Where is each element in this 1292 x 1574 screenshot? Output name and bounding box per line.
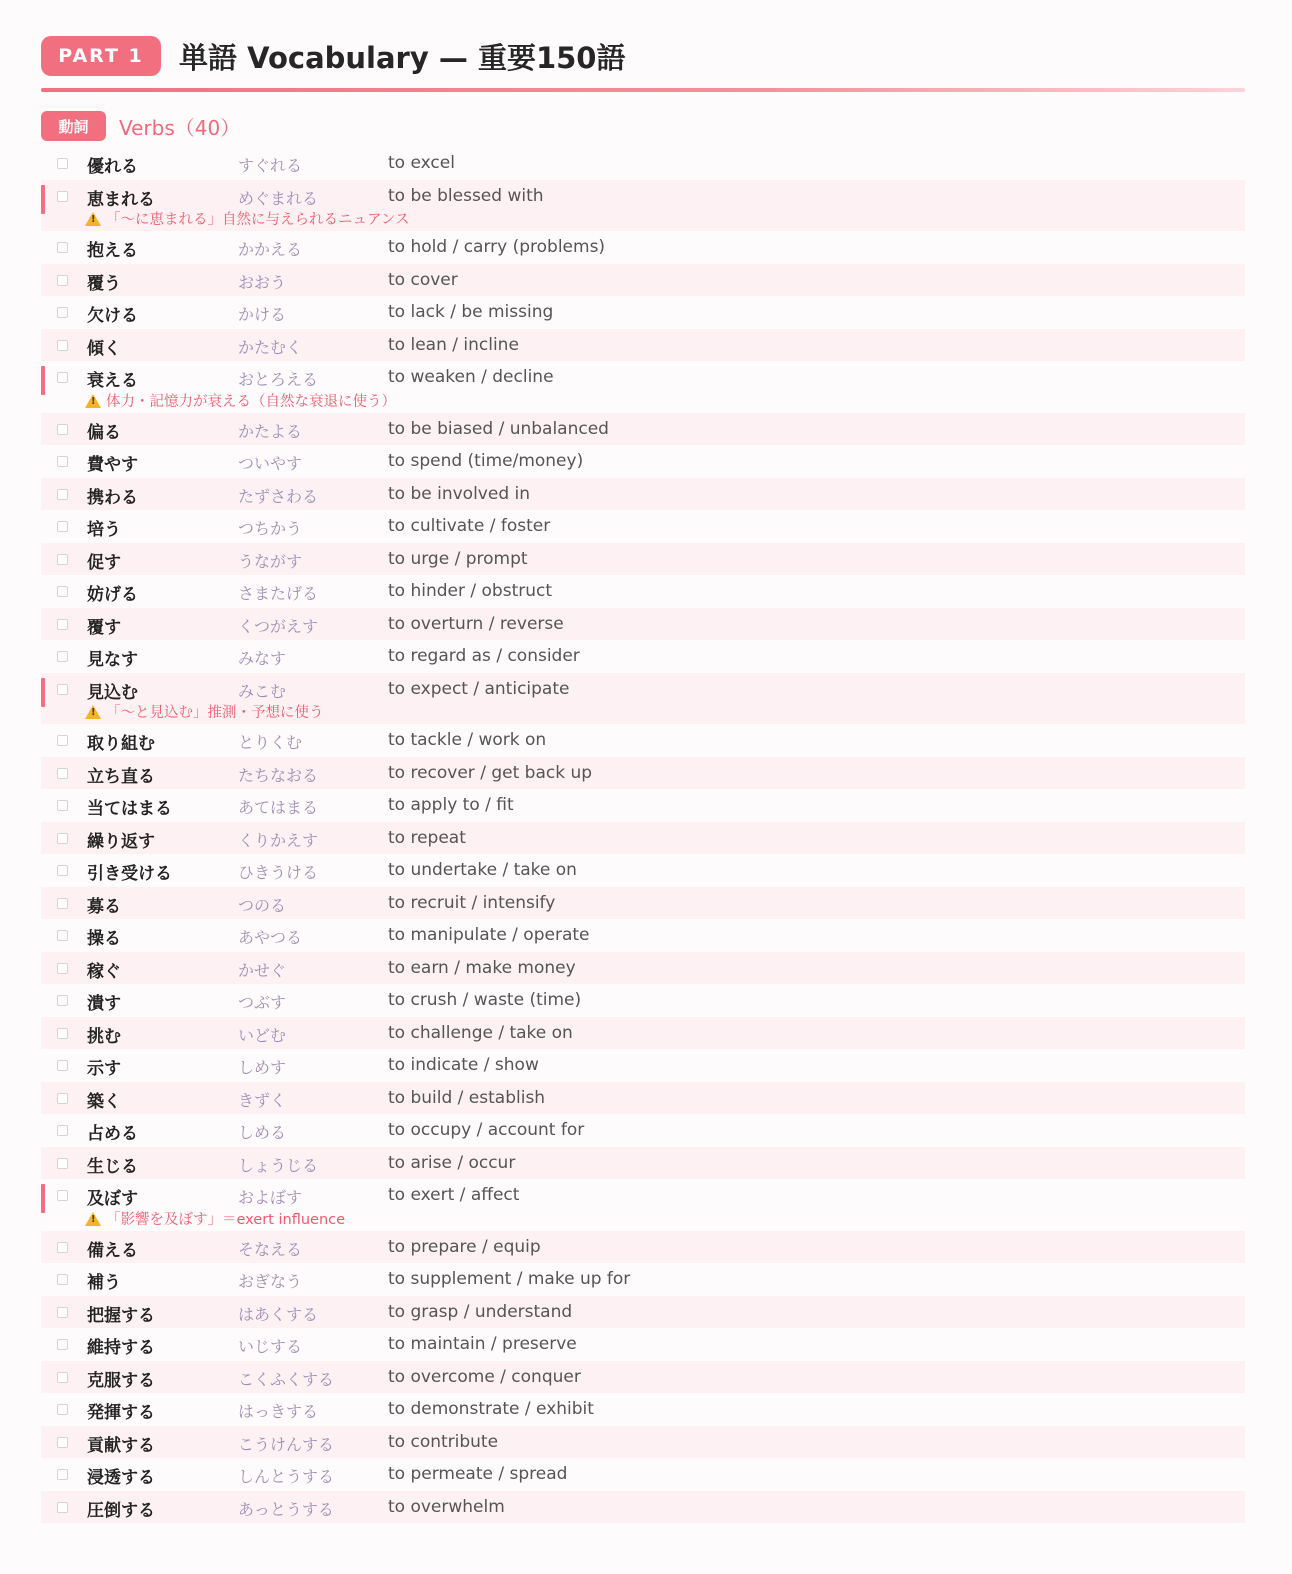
vocab-meaning: to regard as / consider [388, 646, 580, 666]
vocab-reading: すぐれる [238, 156, 303, 175]
study-checkbox[interactable] [57, 158, 68, 169]
vocab-word: 稼ぐ [87, 961, 121, 982]
vocab-word: 恵まれる [87, 189, 155, 210]
table-row [41, 1147, 1245, 1180]
study-checkbox[interactable] [57, 191, 68, 202]
vocab-entry [41, 1017, 1245, 1050]
table-row [41, 329, 1245, 362]
vocab-reading: しんとうする [238, 1467, 335, 1486]
vocab-word: 繰り返す [87, 831, 155, 852]
vocab-reading: かける [238, 305, 287, 324]
vocab-reading: かたむく [238, 337, 303, 357]
vocab-reading: さまたげる [238, 584, 319, 603]
table-row [41, 1114, 1245, 1147]
vocab-entry [41, 147, 1245, 180]
vocab-word: 圧倒する [87, 1500, 155, 1521]
vocab-entry [41, 1179, 1245, 1231]
vocab-reading: ついやす [238, 454, 303, 473]
vocab-meaning: to grasp / understand [388, 1301, 573, 1322]
table-row [41, 952, 1245, 985]
vocab-meaning: to weaken / decline [388, 367, 554, 387]
study-checkbox[interactable] [57, 800, 68, 811]
vocab-entry [41, 1426, 1245, 1459]
vocab-word: 携わる [87, 487, 138, 508]
table-row [41, 608, 1245, 641]
study-checkbox[interactable] [57, 275, 68, 286]
study-checkbox[interactable] [57, 586, 68, 597]
study-checkbox[interactable] [57, 898, 68, 909]
vocab-word: 優れる [87, 157, 138, 177]
vocab-meaning: to maintain / preserve [388, 1334, 577, 1354]
vocab-reading: ひきうける [238, 863, 319, 882]
section-header [41, 110, 240, 142]
table-row [41, 296, 1245, 329]
vocab-entry [41, 296, 1245, 329]
study-checkbox[interactable] [57, 554, 68, 565]
table-row [41, 919, 1245, 952]
table-row [41, 1361, 1245, 1394]
vocab-entry [41, 1114, 1245, 1147]
vocab-meaning: to apply to / fit [388, 795, 514, 815]
vocab-meaning: to supplement / make up for [388, 1269, 631, 1289]
vocab-meaning: to overcome / conquer [388, 1366, 581, 1387]
vocab-meaning: to overturn / reverse [388, 613, 564, 634]
vocab-word: 発揮する [87, 1403, 155, 1423]
table-row [41, 147, 1245, 180]
vocab-meaning: to manipulate / operate [388, 925, 590, 945]
table-row [41, 1426, 1245, 1459]
study-checkbox[interactable] [57, 1242, 68, 1253]
table-row [41, 1458, 1245, 1491]
usage-note-text: 「影響を及ぼす」＝exert influence [106, 1211, 346, 1228]
vocab-reading: しめる [238, 1123, 287, 1142]
vocab-reading: あやつる [238, 928, 303, 947]
study-checkbox[interactable] [57, 372, 68, 383]
vocab-word: 衰える [87, 371, 138, 391]
header-divider [41, 88, 1245, 92]
study-checkbox[interactable] [57, 1372, 68, 1383]
study-checkbox[interactable] [57, 963, 68, 974]
vocab-meaning: to earn / make money [388, 957, 576, 978]
vocab-entry [41, 1296, 1245, 1329]
study-checkbox[interactable] [57, 340, 68, 351]
study-checkbox[interactable] [57, 1093, 68, 1104]
vocab-entry [41, 361, 1245, 413]
study-checkbox[interactable] [57, 1469, 68, 1480]
vocab-reading: みこむ [238, 681, 287, 701]
table-row [41, 887, 1245, 920]
vocab-word: 取り組む [87, 734, 155, 754]
vocab-word: 覆す [87, 617, 121, 638]
vocab-meaning: to urge / prompt [388, 548, 528, 569]
vocab-meaning: to challenge / take on [388, 1022, 573, 1043]
vocab-entry [41, 1458, 1245, 1491]
vocab-meaning: to prepare / equip [388, 1236, 541, 1257]
usage-note-text: 体力・記憶力が衰える（自然な衰退に使う） [106, 393, 396, 410]
vocab-reading: いじする [238, 1337, 303, 1356]
usage-note-text: 「〜と見込む」推測・予想に使う [106, 705, 324, 721]
vocab-word: 生じる [87, 1156, 138, 1177]
vocab-word: 貢献する [87, 1435, 155, 1456]
study-checkbox[interactable] [57, 307, 68, 318]
table-row [41, 445, 1245, 478]
part-badge: PART 1 [41, 36, 161, 76]
vocab-word: 築く [87, 1091, 121, 1112]
vocab-reading: かたよる [238, 421, 303, 441]
vocab-meaning: to recruit / intensify [388, 892, 556, 913]
vocab-entry [41, 854, 1245, 887]
table-row [41, 854, 1245, 887]
table-row [41, 984, 1245, 1017]
vocab-meaning: to tackle / work on [388, 730, 547, 750]
study-checkbox[interactable] [57, 735, 68, 746]
table-row [41, 757, 1245, 790]
vocab-meaning: to cover [388, 269, 458, 290]
vocab-entry [41, 1361, 1245, 1394]
vocab-entry [41, 1147, 1245, 1180]
table-row [41, 180, 1245, 213]
vocab-reading: あてはまる [238, 798, 319, 817]
vocab-meaning: to hinder / obstruct [388, 581, 553, 601]
vocab-word: 促す [87, 552, 121, 573]
table-row [41, 413, 1245, 446]
table-row [41, 1328, 1245, 1361]
vocab-reading: くつがえす [238, 616, 319, 636]
vocab-entry [41, 1328, 1245, 1361]
table-row [41, 640, 1245, 673]
study-checkbox[interactable] [57, 1274, 68, 1285]
vocab-word: 費やす [87, 455, 138, 475]
vocab-entry [41, 413, 1245, 446]
table-row [41, 575, 1245, 608]
vocab-meaning: to undertake / take on [388, 860, 577, 880]
vocab-word: 占める [87, 1124, 138, 1144]
table-row [41, 478, 1245, 511]
study-checkbox[interactable] [57, 1028, 68, 1039]
warning-icon [85, 1212, 101, 1226]
vocab-word: 立ち直る [87, 766, 155, 787]
vocab-reading: つぶす [238, 993, 287, 1012]
vocab-reading: しょうじる [238, 1155, 319, 1175]
vocab-entry [41, 1491, 1245, 1524]
vocab-reading: しめす [238, 1058, 287, 1077]
vocab-entry [41, 952, 1245, 985]
study-checkbox[interactable] [57, 521, 68, 532]
vocab-meaning: to build / establish [388, 1087, 546, 1108]
study-checkbox[interactable] [57, 833, 68, 844]
vocab-entry [41, 724, 1245, 757]
vocab-word: 培う [87, 520, 121, 540]
vocab-word: 操る [87, 929, 121, 949]
vocab-reading: はっきする [238, 1402, 319, 1421]
vocab-word: 抱える [87, 241, 138, 261]
table-row [41, 1491, 1245, 1524]
table-row [41, 1179, 1245, 1212]
vocab-meaning: to demonstrate / exhibit [388, 1399, 594, 1419]
vocab-meaning: to spend (time/money) [388, 451, 584, 471]
vocab-word: 見なす [87, 650, 138, 670]
vocab-meaning: to excel [388, 153, 455, 173]
table-row [41, 1017, 1245, 1050]
vocab-word: 覆う [87, 273, 121, 294]
study-checkbox[interactable] [57, 1502, 68, 1513]
table-row [41, 1082, 1245, 1115]
table-row [41, 673, 1245, 706]
vocab-reading: おぎなう [238, 1272, 303, 1291]
vocab-reading: うながす [238, 551, 303, 571]
usage-note [41, 703, 1245, 724]
vocab-entry [41, 575, 1245, 608]
vocab-word: 募る [87, 896, 121, 917]
vocab-meaning: to expect / anticipate [388, 678, 570, 699]
table-row [41, 1231, 1245, 1264]
vocab-meaning: to be blessed with [388, 185, 544, 206]
vocab-reading: かかえる [238, 240, 303, 259]
table-row [41, 1296, 1245, 1329]
vocab-reading: たちなおる [238, 765, 319, 785]
study-checkbox[interactable] [57, 684, 68, 695]
vocab-reading: めぐまれる [238, 188, 319, 208]
vocab-word: 備える [87, 1240, 138, 1261]
table-row [41, 724, 1245, 757]
study-checkbox[interactable] [57, 489, 68, 500]
vocab-entry [41, 445, 1245, 478]
vocab-meaning: to hold / carry (problems) [388, 237, 606, 257]
vocab-word: 偏る [87, 422, 121, 443]
usage-note-text: 「〜に恵まれる」自然に与えられるニュアンス [106, 212, 410, 228]
vocab-entry [41, 543, 1245, 576]
vocab-entry [41, 1393, 1245, 1426]
vocab-word: 当てはまる [87, 799, 172, 819]
vocab-meaning: to crush / waste (time) [388, 990, 582, 1010]
vocab-reading: つのる [238, 895, 287, 915]
table-row [41, 264, 1245, 297]
vocab-meaning: to repeat [388, 827, 466, 848]
vocab-reading: みなす [238, 649, 287, 668]
vocab-word: 示す [87, 1059, 121, 1079]
page-header [41, 35, 625, 77]
table-row [41, 543, 1245, 576]
vocab-entry [41, 640, 1245, 673]
vocab-word: 浸透する [87, 1468, 155, 1488]
vocab-entry [41, 231, 1245, 264]
study-checkbox[interactable] [57, 995, 68, 1006]
vocab-entry [41, 329, 1245, 362]
vocab-word: 引き受ける [87, 864, 172, 884]
vocab-word: 克服する [87, 1370, 155, 1391]
study-checkbox[interactable] [57, 1307, 68, 1318]
vocab-reading: おとろえる [238, 370, 319, 389]
vocab-word: 傾く [87, 338, 121, 359]
vocab-reading: かせぐ [238, 960, 287, 980]
usage-note [41, 392, 1245, 413]
study-checkbox[interactable] [57, 456, 68, 467]
vocab-meaning: to overwhelm [388, 1496, 505, 1517]
vocab-list [41, 147, 1245, 1523]
vocab-word: 及ぼす [87, 1189, 138, 1209]
vocab-entry [41, 478, 1245, 511]
usage-note [41, 1210, 1245, 1231]
vocab-reading: いどむ [238, 1025, 287, 1045]
vocab-reading: こくふくする [238, 1369, 335, 1389]
vocab-meaning: to be involved in [388, 483, 531, 504]
vocab-word: 挑む [87, 1026, 121, 1047]
vocab-reading: くりかえす [238, 830, 319, 850]
vocab-word: 補う [87, 1273, 121, 1293]
vocab-meaning: to contribute [388, 1431, 499, 1452]
vocab-meaning: to lack / be missing [388, 302, 554, 322]
vocab-meaning: to recover / get back up [388, 762, 593, 783]
table-row [41, 231, 1245, 264]
vocab-entry [41, 510, 1245, 543]
table-row [41, 1393, 1245, 1426]
vocab-word: 欠ける [87, 306, 138, 326]
vocab-word: 潰す [87, 994, 121, 1014]
vocab-meaning: to occupy / account for [388, 1120, 585, 1140]
vocab-entry [41, 757, 1245, 790]
study-checkbox[interactable] [57, 1190, 68, 1201]
page-title: 単語 Vocabulary — 重要150語 [179, 40, 626, 75]
study-checkbox[interactable] [57, 242, 68, 253]
study-checkbox[interactable] [57, 619, 68, 630]
vocab-meaning: to indicate / show [388, 1055, 539, 1075]
table-row [41, 1263, 1245, 1296]
study-checkbox[interactable] [57, 424, 68, 435]
vocab-reading: およぼす [238, 1188, 303, 1207]
vocab-entry [41, 887, 1245, 920]
vocab-entry [41, 1231, 1245, 1264]
table-row [41, 789, 1245, 822]
vocab-entry [41, 984, 1245, 1017]
vocab-word: 把握する [87, 1305, 155, 1326]
vocab-entry [41, 180, 1245, 232]
vocab-reading: こうけんする [238, 1434, 335, 1454]
vocab-reading: とりくむ [238, 733, 303, 752]
vocab-entry [41, 789, 1245, 822]
vocab-entry [41, 264, 1245, 297]
study-checkbox[interactable] [57, 651, 68, 662]
vocab-word: 見込む [87, 682, 138, 703]
vocab-meaning: to arise / occur [388, 1152, 516, 1173]
vocab-reading: たずさわる [238, 486, 319, 506]
study-checkbox[interactable] [57, 1060, 68, 1071]
section-title: Verbs（40） [119, 115, 241, 140]
warning-icon [85, 212, 101, 226]
warning-icon [85, 705, 101, 719]
vocab-reading: そなえる [238, 1239, 303, 1259]
usage-note [41, 210, 1245, 231]
vocab-entry [41, 822, 1245, 855]
study-checkbox[interactable] [57, 1404, 68, 1415]
vocab-entry [41, 1263, 1245, 1296]
vocab-reading: つちかう [238, 519, 303, 538]
vocab-reading: おおう [238, 272, 287, 292]
vocab-meaning: to cultivate / foster [388, 516, 551, 536]
study-checkbox[interactable] [57, 1158, 68, 1169]
table-row [41, 822, 1245, 855]
warning-icon [85, 394, 101, 408]
vocab-entry [41, 919, 1245, 952]
vocab-entry [41, 1082, 1245, 1115]
vocab-word: 維持する [87, 1338, 155, 1358]
table-row [41, 1049, 1245, 1082]
vocab-meaning: to be biased / unbalanced [388, 418, 609, 439]
vocab-reading: はあくする [238, 1304, 319, 1324]
study-checkbox[interactable] [57, 930, 68, 941]
study-checkbox[interactable] [57, 768, 68, 779]
vocab-meaning: to permeate / spread [388, 1464, 568, 1484]
vocab-reading: きずく [238, 1090, 287, 1110]
study-checkbox[interactable] [57, 1339, 68, 1350]
vocab-entry [41, 1049, 1245, 1082]
vocab-entry [41, 608, 1245, 641]
vocab-meaning: to lean / incline [388, 334, 519, 355]
section-badge: 動詞 [41, 111, 106, 141]
table-row [41, 361, 1245, 394]
vocab-word: 妨げる [87, 585, 138, 605]
study-checkbox[interactable] [57, 1437, 68, 1448]
vocab-entry [41, 673, 1245, 725]
vocab-meaning: to exert / affect [388, 1185, 520, 1205]
study-checkbox[interactable] [57, 865, 68, 876]
study-checkbox[interactable] [57, 1125, 68, 1136]
table-row [41, 510, 1245, 543]
vocab-reading: あっとうする [238, 1499, 334, 1519]
